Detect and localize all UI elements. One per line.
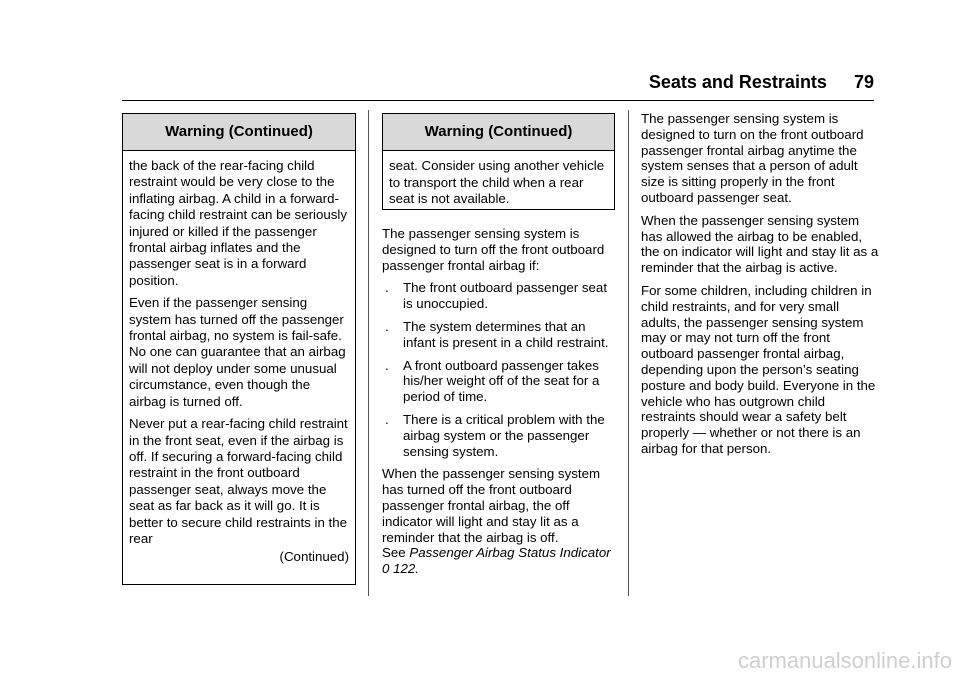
- bullet-marker: .: [385, 411, 389, 427]
- left-warning-paragraph-1: the back of the rear-facing child restraint would be very close to the inflating airbag. A child in a forward-facing child restraint can be seriously injured or killed if the passenger frontal airbag inflates and the passenger seat is in a forward position.: [129, 158, 348, 288]
- cross-reference-link[interactable]: Passenger Airbag Status Indicator: [409, 545, 611, 561]
- section-title: Seats and Restraints: [648, 72, 827, 92]
- left-warning-title: Warning (Continued): [123, 114, 355, 151]
- right-paragraph-1: The passenger sensing system is designed to turn on the front outboard passenger frontal airbag anytime the system senses that a person of adult size is sitting properly in the front outboard passenger seat.: [641, 111, 864, 205]
- right-column-text: [641, 111, 879, 464]
- middle-column-text: [382, 226, 620, 584]
- list-item: . There is a critical problem with the airbag system or the passenger sensing system.: [385, 411, 605, 459]
- right-paragraph-2: When the passenger sensing system has allowed the airbag to be enabled, the on indicator will light and stay lit as a reminder that the airbag is active.: [641, 212, 879, 276]
- header-rule: [122, 100, 874, 101]
- left-warning-paragraph-3: Never put a rear-facing child restraint in the front seat, even if the airbag is off. If securing a forward-facing child restraint in the front outboard passenger seat, always move the seat as far back as it will go. It is better to secure child restraints in the rear: [129, 416, 348, 546]
- see-prefix: See: [382, 545, 406, 561]
- page-number: 79: [853, 72, 874, 92]
- watermark: carmanualsonline.info: [737, 648, 952, 673]
- middle-warning-title: Warning (Continued): [383, 114, 614, 151]
- list-item: . A front outboard passenger takes his/her weight off of the seat for a period of time.: [385, 357, 600, 405]
- column-divider-left: [368, 110, 369, 596]
- list-item: . The system determines that an infant is present in a child restraint.: [385, 318, 609, 350]
- middle-warning-body: [383, 151, 614, 216]
- bullet-marker: .: [385, 318, 389, 334]
- page-reference-number: 122.: [393, 561, 419, 577]
- column-divider-right: [628, 110, 629, 596]
- condition-list: [382, 280, 620, 459]
- middle-warning-paragraph-1: seat. Consider using another vehicle to transport the child when a rear seat is not available.: [389, 158, 605, 207]
- page-reference-icon: 0: [382, 561, 390, 577]
- right-paragraph-3: For some children, including children in child restraints, and for very small adults, the passenger sensing system may or may not turn off the front outboard passenger frontal airbag, depending upon the person’s seating posture and body build. Everyone in the vehicle who has outgrown child restraints should wear a safety belt properly — whether or not there is an airbag for that person.: [641, 282, 876, 456]
- middle-closing: When the passenger sensing system has turned off the front outboard passenger frontal airbag, the off indicator will light and stay lit as a reminder that the airbag is off. See Passenger Airbag Status Indicator 0 122.: [382, 466, 611, 577]
- middle-warning-box: [382, 113, 615, 210]
- bullet-marker: .: [385, 357, 389, 373]
- bullet-marker: .: [385, 280, 389, 296]
- page-header: [649, 72, 874, 93]
- left-warning-paragraph-2: Even if the passenger sensing system has turned off the passenger frontal airbag, no system is fail-safe. No one can guarantee that an airbag will not deploy under some unusual circumstance, even though the airbag is turned off.: [129, 295, 346, 409]
- continued-label: (Continued): [279, 549, 349, 565]
- left-warning-body: [123, 151, 355, 571]
- middle-intro: The passenger sensing system is designed to turn off the front outboard passenger frontal airbag if:: [382, 226, 605, 273]
- list-item: . The front outboard passenger seat is unoccupied.: [385, 280, 608, 312]
- left-warning-box: [122, 113, 356, 585]
